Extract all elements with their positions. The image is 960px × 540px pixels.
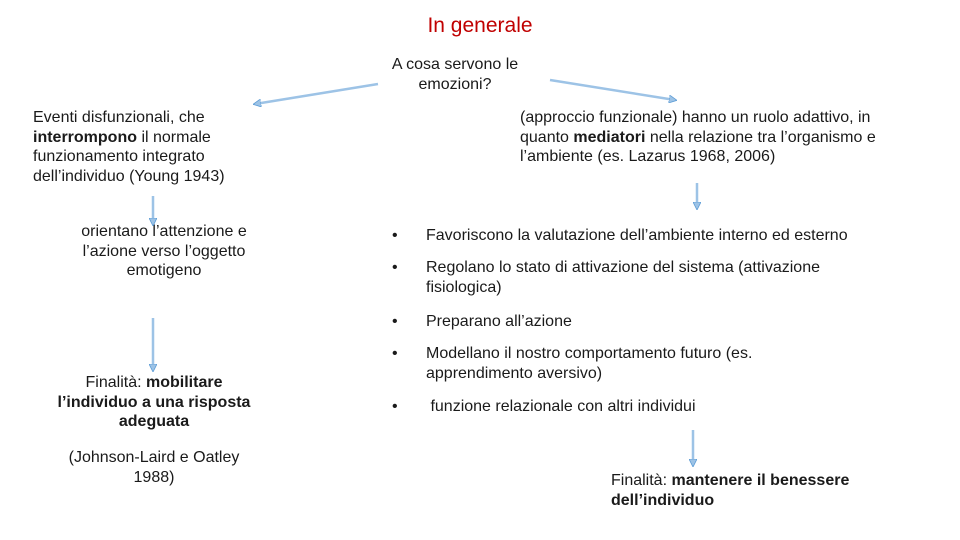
bullet-icon: • — [392, 227, 398, 244]
central-question: A cosa servono le emozioni? — [391, 56, 519, 93]
function-item-text: Favoriscono la valutazione dell’ambiente interno ed esterno — [426, 227, 848, 244]
functional-text-part-1: (approccio funzionale) hanno un ruolo adattivo, in quanto — [520, 109, 871, 146]
left-goal-bold: mobilitare l’individuo a una risposta adeguata — [57, 374, 251, 430]
orienting-text: orientano l’attenzione e l’azione verso l’oggetto emotigeno — [81, 223, 247, 279]
arrow-to-right-branch — [550, 80, 675, 100]
function-item-text: Regolano lo stato di attivazione del sistema (attivazione fisiologica) — [426, 259, 820, 296]
bullet-icon: • — [392, 313, 398, 330]
dysfunctional-text-part-1: Eventi disfunzionali, che — [33, 109, 205, 126]
bullet-icon: • — [392, 345, 398, 362]
left-citation: (Johnson-Laird e Oatley 1988) — [68, 449, 240, 486]
bullet-icon: • — [392, 398, 398, 415]
page-title: In generale — [427, 14, 533, 37]
bullet-icon: • — [392, 259, 398, 276]
arrow-to-left-branch — [255, 84, 378, 104]
functional-text-part-2: nella relazione tra l’organismo e l’ambiente (es. Lazarus 1968, 2006) — [520, 128, 876, 165]
left-goal-prefix: Finalità: — [85, 374, 146, 391]
dysfunctional-text-bold: interrompono — [33, 128, 137, 146]
right-goal-bold: mantenere il benessere dell’individuo — [611, 472, 850, 509]
right-goal-prefix: Finalità: — [611, 472, 672, 489]
function-item-text: Modellano il nostro comportamento futuro (es. apprendimento aversivo) — [426, 345, 753, 382]
function-item-text: Preparano all’azione — [426, 313, 572, 330]
functional-text-bold: mediatori — [573, 128, 646, 146]
dysfunctional-text-part-2: il normale funzionamento integrato dell’individuo (Young 1943) — [33, 128, 225, 185]
function-item-text: funzione relazionale con altri individui — [426, 398, 696, 415]
